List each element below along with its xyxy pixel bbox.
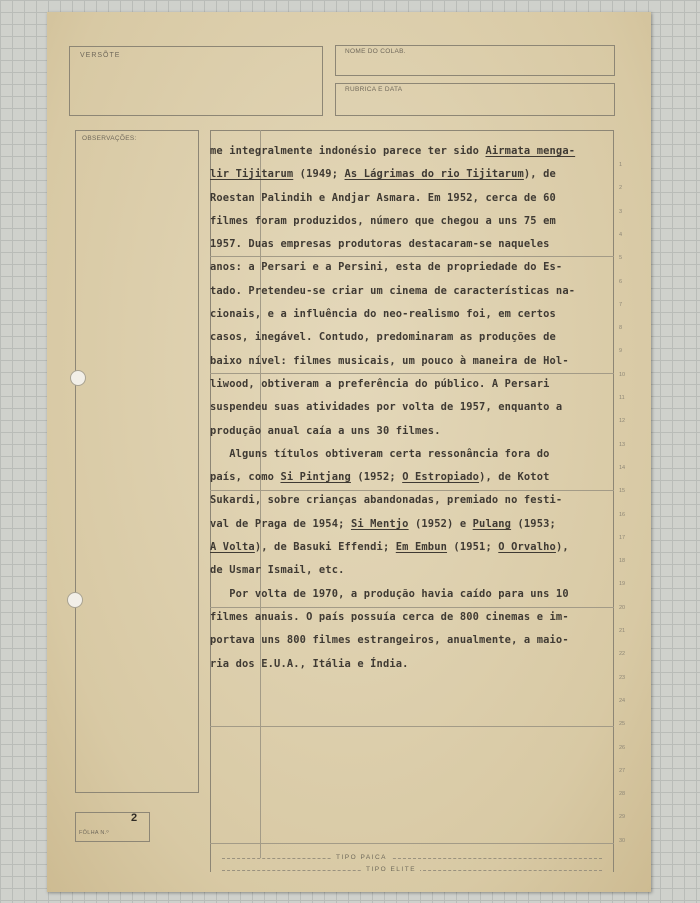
- text-line: [210, 163, 610, 186]
- text-segment: (1953;: [511, 517, 556, 530]
- line-number: 7: [619, 301, 623, 308]
- punch-hole-upper: [70, 370, 86, 386]
- text-segment: (1949;: [293, 168, 345, 181]
- text-line: [210, 303, 610, 326]
- folha-number: 2: [131, 812, 138, 824]
- text-line: [210, 513, 610, 536]
- text-segment: país, como: [210, 471, 281, 484]
- line-number: 8: [619, 325, 623, 332]
- line-number: 29: [619, 814, 626, 821]
- text-line: [210, 396, 610, 419]
- text-segment: suspendeu suas atividades por volta de 1957, enquanto a: [210, 401, 563, 414]
- tipo-paica-label: TIPO PAICA: [332, 854, 391, 861]
- text-segment: liwood, obtiveram a preferência do público. A Persari: [210, 377, 550, 390]
- underlined-title: A Volta: [210, 541, 255, 554]
- line-number: 25: [619, 721, 626, 728]
- text-line: [210, 606, 610, 629]
- text-segment: (1951;: [447, 541, 499, 554]
- line-number: 17: [619, 534, 626, 541]
- text-line: [210, 350, 610, 373]
- text-line: [210, 583, 610, 606]
- underlined-title: Em Embun: [395, 541, 448, 554]
- line-number: 23: [619, 674, 626, 681]
- line-number: 30: [619, 837, 626, 844]
- folha-label: FÔLHA N.º: [79, 830, 109, 836]
- text-line: [210, 326, 610, 349]
- text-segment: ria dos E.U.A., Itália e Índia.: [210, 657, 409, 670]
- text-segment: de Usmar Ismail, etc.: [210, 564, 345, 577]
- line-number: 18: [619, 558, 626, 565]
- line-number: 19: [619, 581, 626, 588]
- underlined-title: Si Mentjo: [350, 517, 409, 530]
- underlined-title: As Lágrimas do rio Tijitarum: [344, 168, 524, 181]
- text-segment: ), de Kotot: [479, 471, 550, 484]
- underlined-title: Pulang: [472, 517, 512, 530]
- line-number: 26: [619, 744, 626, 751]
- text-line: [210, 536, 610, 559]
- observacoes-box: [75, 130, 199, 793]
- text-line: [210, 559, 610, 582]
- text-segment: (1952) e: [408, 517, 473, 530]
- punch-hole-lower: [67, 592, 83, 608]
- underlined-title: O Orvalho: [498, 541, 556, 554]
- line-number: 3: [619, 208, 623, 215]
- line-number: 22: [619, 651, 626, 658]
- underlined-title: lir Tijitarum: [210, 168, 294, 181]
- line-number: 10: [619, 371, 626, 378]
- tipo-paica-line: [222, 858, 602, 859]
- underlined-title: Airmata menga-: [485, 145, 576, 157]
- line-number: 13: [619, 441, 626, 448]
- line-number: 2: [619, 185, 623, 192]
- text-segment: Por volta de 1970, a produção havia caído para uns 10: [210, 587, 569, 600]
- text-segment: ), de: [523, 168, 556, 181]
- text-segment: Alguns títulos obtiveram certa ressonância fora do: [210, 447, 550, 460]
- line-number: 27: [619, 767, 626, 774]
- underlined-title: Si Pintjang: [280, 471, 351, 484]
- text-segment: baixo nível: filmes musicais, um pouco à maneira de Hol-: [210, 354, 569, 367]
- text-segment: 1957. Duas empresas produtoras destacaram-se naqueles: [210, 238, 550, 251]
- line-number: 20: [619, 604, 626, 611]
- line-number: 14: [619, 464, 626, 471]
- text-segment: cionais, e a influência do neo-realismo foi, em certos: [210, 308, 556, 321]
- line-number: 9: [619, 348, 623, 355]
- text-segment: Roestan Palindih e Andjar Asmara. Em 1952, cerca de 60: [210, 191, 556, 204]
- nome-label: NOME DO COLAB.: [345, 48, 406, 55]
- line-number: 28: [619, 791, 626, 798]
- line-number: 11: [619, 395, 625, 401]
- text-line: [210, 420, 610, 443]
- line-number: 5: [619, 255, 623, 262]
- line-number: 4: [619, 231, 623, 238]
- text-line: [210, 187, 610, 210]
- rubrica-label: RUBRICA E DATA: [345, 86, 403, 93]
- line-number: 6: [619, 278, 623, 285]
- text-segment: produção anual caía a uns 30 filmes.: [210, 424, 441, 437]
- text-line: [210, 629, 610, 652]
- text-line: [210, 233, 610, 256]
- manuscript-sheet: [47, 12, 651, 892]
- section-rule-5: [210, 726, 614, 727]
- text-segment: filmes foram produzidos, número que chegou a uns 75 em: [210, 214, 556, 227]
- text-segment: anos: a Persari e a Persini, esta de propriedade do Es-: [210, 261, 563, 274]
- text-segment: casos, inegável. Contudo, predominaram as produções de: [210, 331, 556, 344]
- text-line: [210, 373, 610, 396]
- typewritten-body: [210, 140, 610, 700]
- tipo-elite-label: TIPO ELITE: [362, 866, 420, 873]
- line-number: 24: [619, 697, 626, 704]
- line-number: 12: [619, 418, 626, 425]
- text-line: [210, 653, 610, 676]
- text-line: [210, 280, 610, 303]
- line-number: 21: [619, 628, 626, 634]
- text-line: [210, 210, 610, 233]
- text-line: [210, 443, 610, 466]
- section-rule-6: [210, 843, 614, 844]
- line-number: 16: [619, 511, 626, 518]
- text-segment: ), de Basuki Effendi;: [254, 541, 396, 554]
- text-line: [210, 256, 610, 279]
- line-number: 15: [619, 488, 626, 495]
- text-segment: val de Praga de 1954;: [210, 517, 351, 530]
- line-number: 1: [619, 162, 623, 168]
- text-segment: Sukardi, sobre crianças abandonadas, premiado no festi-: [210, 494, 563, 507]
- text-line: [210, 140, 610, 163]
- verso-label: VERSÕTE: [80, 52, 121, 59]
- text-segment: ),: [555, 541, 569, 554]
- text-line: [210, 489, 610, 512]
- text-segment: portava uns 800 filmes estrangeiros, anualmente, a maio-: [210, 634, 569, 647]
- text-segment: me integralmente indonésio parece ter sido: [210, 145, 486, 157]
- text-line: [210, 466, 610, 489]
- underlined-title: O Estropiado: [402, 471, 480, 484]
- observacoes-label: OBSERVAÇÕES:: [82, 135, 137, 142]
- text-segment: tado. Pretendeu-se criar um cinema de características na-: [210, 284, 576, 297]
- text-segment: (1952;: [350, 471, 403, 484]
- folha-box: [75, 812, 150, 842]
- text-segment: filmes anuais. O país possuía cerca de 800 cinemas e im-: [210, 610, 569, 623]
